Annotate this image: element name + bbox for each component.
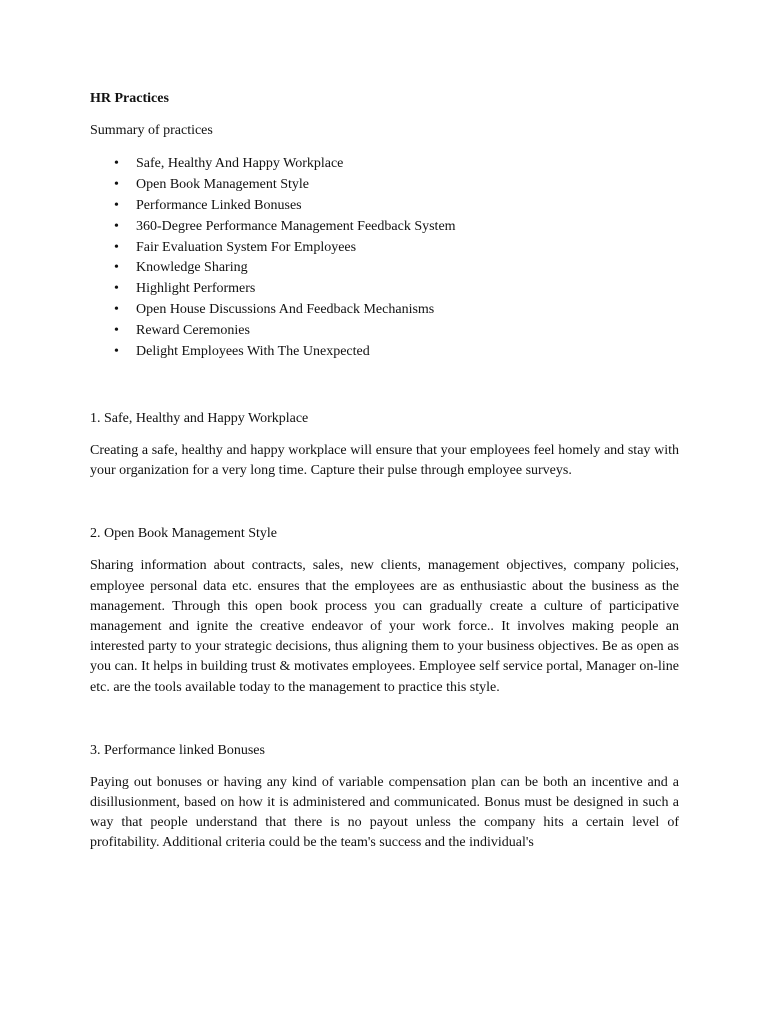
list-item: [90, 196, 679, 217]
section-body: Sharing information about contracts, sales, new clients, management objectives, company policies, employee personal data etc. ensures that the employees are as enthusiastic about the business as the management. Through this open book process you can gradually create a culture of participative management and ignite the creative endeavor of your work force.. It involves making people an interested party to your strategic decisions, thus aligning them to your business objectives. Be as open as you can. It helps in building trust & motivates employees. Employee self service portal, Manager on-line etc. are the tools available today to the management to practice this style.: [90, 558, 679, 695]
list-item-text: Open Book Management Style: [136, 176, 310, 192]
list-item: [90, 217, 679, 238]
list-item-text: Safe, Healthy And Happy Workplace: [136, 156, 344, 171]
section-heading: 2. Open Book Management Style: [90, 526, 278, 542]
section-heading: 1. Safe, Healthy and Happy Workplace: [90, 410, 309, 426]
list-item-text: 360-Degree Performance Management Feedback System: [136, 218, 456, 234]
document-title: HR Practices: [90, 91, 169, 106]
bullet-icon: •: [114, 302, 119, 318]
bullet-icon: •: [114, 156, 119, 171]
list-item: [90, 154, 679, 175]
list-item: [90, 300, 679, 321]
section-body: Creating a safe, healthy and happy workplace will ensure that your employees feel homely and stay with your organization for a very long time. Capture their pulse through employee surveys.: [90, 442, 679, 479]
list-item-text: Performance Linked Bonuses: [136, 197, 302, 213]
bullet-icon: •: [114, 323, 119, 339]
list-item-text: Knowledge Sharing: [136, 260, 248, 276]
bullet-icon: •: [114, 281, 119, 297]
list-item-text: Delight Employees With The Unexpected: [136, 344, 370, 360]
section-safe-workplace: [90, 409, 679, 481]
bullet-icon: •: [114, 176, 119, 192]
bullet-icon: •: [114, 239, 119, 255]
bullet-icon: •: [114, 260, 119, 276]
section-body: Paying out bonuses or having any kind of variable compensation plan can be both an incentive and a disillusionment, based on how it is administered and communicated. Bonus must be designed in such a way that people understand that there is no payout unless the company hits a certain level of profitability. Additional criteria could be the team's success and the individual's: [90, 774, 679, 851]
list-item: [90, 175, 679, 196]
bullet-icon: •: [114, 344, 119, 360]
list-item: [90, 321, 679, 342]
bullet-icon: •: [114, 218, 119, 234]
section-performance-bonuses: [90, 741, 679, 854]
summary-list: [90, 154, 679, 363]
list-item-text: Highlight Performers: [136, 281, 256, 297]
section-heading: 3. Performance linked Bonuses: [90, 742, 265, 758]
list-item-text: Open House Discussions And Feedback Mechanisms: [136, 302, 435, 318]
bullet-icon: •: [114, 197, 119, 213]
list-item: [90, 258, 679, 279]
list-item-text: Fair Evaluation System For Employees: [136, 239, 357, 255]
list-item: [90, 238, 679, 259]
section-open-book: [90, 524, 679, 697]
list-item-text: Reward Ceremonies: [136, 323, 250, 339]
list-item: [90, 279, 679, 300]
list-item: [90, 342, 679, 363]
summary-label: Summary of practices: [90, 123, 213, 138]
